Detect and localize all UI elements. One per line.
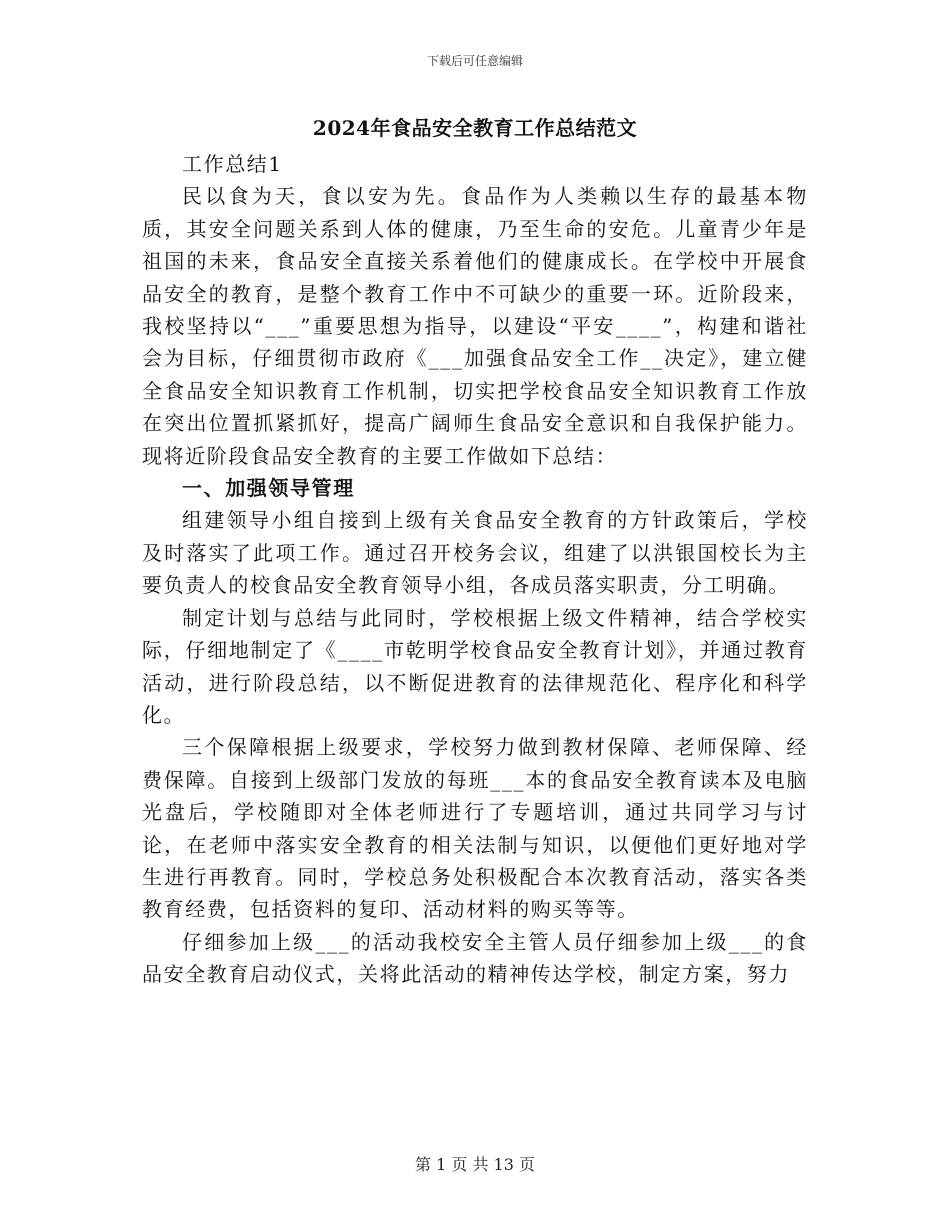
paragraph-plan-summary: 制定计划与总结与此同时，学校根据上级文件精神，结合学校实际，仔细地制定了《____市乾明学校食品安全教育计划》，并通过教育活动，进行阶段总结，以不断促进教育的法律规范化、程序化和科学化。 (142, 605, 808, 727)
section-heading-leadership: 一、加强领导管理 (182, 476, 355, 501)
paragraph-participation: 仔细参加上级___的活动我校安全主管人员仔细参加上级___的食品安全教育启动仪式，关将此活动的精神传达学校，制定方案，努力 (142, 929, 808, 987)
document-body (142, 148, 808, 991)
section-label: 工作总结1 (182, 152, 283, 176)
paragraph-leadership-group: 组建领导小组自接到上级有关食品安全教育的方针政策后，学校及时落实了此项工作。通过召开校务会议，组建了以洪银国校长为主要负责人的校食品安全教育领导小组，各成员落实职责，分工明确。 (142, 508, 808, 598)
document-title: 2024年食品安全教育工作总结范文 (312, 116, 638, 140)
page-number: 第 1 页 共 13 页 (415, 1155, 535, 1174)
paragraph-intro: 民以食为天，食以安为先。食品作为人类赖以生存的最基本物质，其安全问题关系到人体的健康，乃至生命的安危。儿童青少年是祖国的未来，食品安全直接关系着他们的健康成长。在学校中开展食品安全的教育，是整个教育工作中不可缺少的重要一环。近阶段来，我校坚持以“___”重要思想为指导，以建设“平安____”，构建和谐社会为目标，仔细贯彻市政府《___加强食品安全工作__决定》，建立健全食品安全知识教育工作机制，切实把学校食品安全知识教育工作放在突出位置抓紧抓好，提高广阔师生食品安全意识和自我保护能力。现将近阶段食品安全教育的主要工作做如下总结： (142, 184, 808, 468)
paragraph-three-guarantees: 三个保障根据上级要求，学校努力做到教材保障、老师保障、经费保障。自接到上级部门发放的每班___本的食品安全教育读本及电脑光盘后，学校随即对全体老师进行了专题培训，通过共同学习与讨论，在老师中落实安全教育的相关法制与知识，以便他们更好地对学生进行再教育。同时，学校总务处积极配合本次教育活动，落实各类教育经费，包括资料的复印、活动材料的购买等等。 (142, 735, 808, 922)
page-header-note: 下载后可任意编辑 (426, 54, 523, 68)
